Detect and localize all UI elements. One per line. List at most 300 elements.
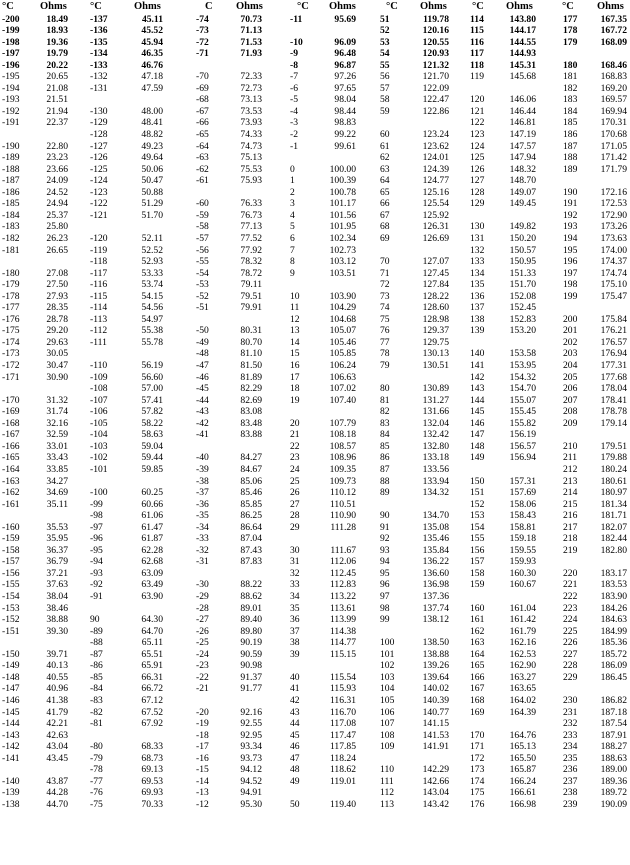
ohms-cell: 141.15: [422, 718, 449, 730]
ohms-cell: 113.99: [329, 614, 356, 626]
ohms-cell: 149.82: [509, 221, 536, 233]
ohms-cell: 73.93: [240, 117, 262, 129]
ohms-cell: 100.39: [329, 175, 356, 187]
ohms-cell: 48.00: [141, 105, 163, 117]
ohms-cell: 153.58: [509, 348, 536, 360]
ohms-cell: 18.49: [46, 13, 68, 25]
temperature-cell: -112: [90, 325, 108, 337]
ohms-cell: 186.45: [600, 671, 627, 683]
ohms-cell: 174.74: [600, 267, 627, 279]
temperature-cell: -63: [196, 152, 209, 164]
ohms-cell: 115.15: [329, 648, 356, 660]
ohms-cell: 186.82: [600, 694, 627, 706]
ohms-cell: 176.94: [600, 348, 627, 360]
temperature-cell: 212: [563, 463, 578, 475]
temperature-cell: -58: [196, 221, 209, 233]
ohms-cell: 67.52: [141, 706, 163, 718]
ohms-cell: 152.45: [509, 302, 536, 314]
ohms-cell: 181.34: [600, 498, 627, 510]
temperature-cell: -190: [2, 140, 20, 152]
temperature-cell: -21: [196, 683, 209, 695]
temperature-cell: 202: [563, 336, 578, 348]
header-ohms-4: Ohms: [329, 1, 356, 12]
ohms-cell: 21.51: [46, 94, 68, 106]
temperature-cell: 15: [290, 348, 300, 360]
temperature-cell: -102: [90, 452, 108, 464]
ohms-cell: 105.85: [329, 348, 356, 360]
header-ohms-1: Ohms: [40, 1, 67, 12]
temperature-cell: -111: [90, 336, 107, 348]
temperature-cell: -79: [90, 752, 103, 764]
ohms-cell: 49.64: [141, 152, 163, 164]
ohms-cell: 101.95: [329, 221, 356, 233]
ohms-cell: 175.10: [600, 279, 627, 291]
ohms-cell: 93.34: [240, 741, 262, 753]
temperature-cell: -9: [290, 48, 298, 60]
temperature-cell: 218: [563, 533, 578, 545]
ohms-cell: 133.94: [422, 475, 449, 487]
temperature-cell: -31: [196, 556, 209, 568]
temperature-cell: -109: [90, 371, 108, 383]
temperature-cell: -185: [2, 198, 20, 210]
temperature-cell: -117: [90, 267, 108, 279]
ohms-cell: 24.52: [46, 186, 68, 198]
ohms-cell: 49.23: [141, 140, 163, 152]
ohms-cell: 140.77: [422, 706, 449, 718]
ohms-cell: 41.38: [46, 694, 68, 706]
ohms-cell: 108.57: [329, 440, 356, 452]
ohms-cell: 167.72: [600, 25, 627, 37]
temperature-cell: 31: [290, 556, 300, 568]
ohms-cell: 21.08: [46, 82, 68, 94]
temperature-cell: 0: [290, 163, 295, 175]
ohms-cell: 90.59: [240, 648, 262, 660]
temperature-cell: -147: [2, 683, 20, 695]
ohms-cell: 171.79: [600, 163, 627, 175]
temperature-cell: -68: [196, 94, 209, 106]
temperature-cell: 68: [380, 221, 390, 233]
temperature-cell: 199: [563, 290, 578, 302]
temperature-cell: -87: [90, 648, 103, 660]
ohms-cell: 81.50: [240, 360, 262, 371]
ohms-cell: 132.42: [422, 429, 449, 441]
temperature-cell: -54: [196, 267, 209, 279]
temperature-cell: -95: [90, 544, 103, 556]
temperature-cell: -85: [90, 671, 103, 683]
temperature-cell: -76: [90, 787, 103, 799]
ohms-cell: 152.83: [509, 313, 536, 325]
temperature-cell: 211: [563, 452, 578, 464]
temperature-cell: -142: [2, 741, 20, 753]
temperature-cell: 193: [563, 221, 578, 233]
temperature-cell: -106: [90, 406, 108, 418]
temperature-cell: -57: [196, 232, 209, 244]
temperature-cell: 228: [563, 660, 578, 672]
ohms-cell: 87.04: [240, 533, 262, 545]
temperature-cell: 157: [470, 556, 485, 568]
ohms-cell: 122.47: [422, 94, 449, 106]
temperature-cell: 191: [563, 198, 578, 210]
temperature-cell: -92: [90, 579, 103, 591]
ohms-cell: 87.43: [240, 544, 262, 556]
ohms-cell: 124.01: [422, 152, 449, 164]
temperature-cell: 32: [290, 567, 300, 579]
ohms-cell: 38.04: [46, 591, 68, 602]
ohms-cell: 142.29: [422, 764, 449, 776]
temperature-cell: 51: [380, 13, 390, 25]
temperature-cell: -65: [196, 129, 209, 140]
ohms-cell: 180.24: [600, 463, 627, 475]
ohms-cell: 107.40: [329, 394, 356, 406]
temperature-cell: -166: [2, 440, 20, 452]
temperature-cell: -161: [2, 498, 20, 510]
ohms-cell: 86.25: [240, 510, 262, 522]
ohms-cell: 29.63: [46, 336, 68, 348]
temperature-cell: -145: [2, 706, 20, 718]
temperature-cell: 122: [470, 117, 485, 129]
temperature-cell: 24: [290, 463, 300, 475]
ohms-cell: 128.98: [422, 313, 449, 325]
temperature-cell: 22: [290, 440, 300, 452]
temperature-cell: 41: [290, 683, 300, 695]
ohms-cell: 188.27: [600, 741, 627, 753]
ohms-cell: 70.73: [240, 13, 262, 25]
temperature-cell: 58: [380, 94, 390, 106]
ohms-cell: 54.97: [141, 313, 163, 325]
ohms-cell: 27.50: [46, 279, 68, 291]
temperature-cell: 217: [563, 521, 578, 533]
temperature-cell: -128: [90, 129, 108, 140]
temperature-cell: -187: [2, 175, 20, 187]
ohms-cell: 141.91: [422, 741, 449, 753]
ohms-cell: 184.26: [600, 602, 627, 614]
ohms-cell: 86.64: [240, 521, 262, 533]
ohms-cell: 42.63: [46, 729, 68, 741]
temperature-cell: -169: [2, 406, 20, 418]
ohms-cell: 168.09: [600, 36, 627, 48]
ohms-cell: 162.53: [509, 648, 536, 660]
ohms-cell: 155.82: [509, 417, 536, 429]
ohms-cell: 32.59: [46, 429, 68, 441]
temperature-cell: -152: [2, 614, 20, 626]
ohms-cell: 82.69: [240, 394, 262, 406]
ohms-cell: 187.54: [600, 718, 627, 730]
ohms-cell: 115.93: [329, 683, 356, 695]
ohms-cell: 187.91: [600, 729, 627, 741]
ohms-cell: 178.04: [600, 383, 627, 395]
temperature-cell: -22: [196, 671, 209, 683]
ohms-cell: 121.70: [422, 71, 449, 83]
ohms-cell: 181.71: [600, 510, 627, 522]
ohms-cell: 135.84: [422, 544, 449, 556]
ohms-cell: 163.65: [509, 683, 536, 695]
temperature-cell: 106: [380, 706, 395, 718]
ohms-cell: 81.89: [240, 371, 262, 383]
ohms-cell: 120.93: [422, 48, 449, 60]
ohms-cell: 95.69: [334, 13, 356, 25]
ohms-cell: 145.68: [509, 71, 536, 83]
ohms-cell: 147.19: [509, 129, 536, 140]
ohms-cell: 128.60: [422, 302, 449, 314]
temperature-cell: 119: [470, 71, 485, 83]
temperature-cell: 158: [470, 567, 485, 579]
ohms-cell: 63.49: [141, 579, 163, 591]
temperature-cell: -105: [90, 417, 108, 429]
ohms-cell: 114.77: [329, 637, 356, 649]
temperature-cell: -4: [290, 105, 298, 117]
temperature-cell: -136: [90, 25, 108, 37]
temperature-cell: -51: [196, 302, 209, 314]
temperature-cell: 90: [90, 614, 100, 626]
ohms-cell: 185.72: [600, 648, 627, 660]
ohms-cell: 153.95: [509, 360, 536, 371]
header-ohms-3: Ohms: [236, 1, 263, 12]
temperature-cell: 48: [290, 764, 300, 776]
temperature-cell: 184: [563, 105, 578, 117]
temperature-cell: -103: [90, 440, 108, 452]
temperature-cell: 64: [380, 175, 390, 187]
ohms-cell: 159.18: [509, 533, 536, 545]
temperature-cell: 170: [470, 729, 485, 741]
temperature-cell: 196: [563, 256, 578, 268]
temperature-cell: 37: [290, 625, 300, 637]
ohms-cell: 125.92: [422, 209, 449, 221]
ohms-cell: 87.83: [240, 556, 262, 568]
temperature-cell: 213: [563, 475, 578, 487]
temperature-cell: 141: [470, 360, 485, 371]
temperature-cell: 138: [470, 313, 485, 325]
ohms-cell: 121.32: [422, 59, 449, 71]
ohms-cell: 31.74: [46, 406, 68, 418]
ohms-cell: 117.47: [329, 729, 356, 741]
ohms-cell: 55.78: [141, 336, 163, 348]
ohms-cell: 53.74: [141, 279, 163, 291]
ohms-cell: 83.48: [240, 417, 262, 429]
temperature-cell: 25: [290, 475, 300, 487]
ohms-cell: 40.13: [46, 660, 68, 672]
temperature-cell: 29: [290, 521, 300, 533]
temperature-cell: 76: [380, 325, 390, 337]
ohms-cell: 103.90: [329, 290, 356, 302]
ohms-cell: 141.53: [422, 729, 449, 741]
ohms-cell: 90.19: [240, 637, 262, 649]
temperature-cell: 80: [380, 383, 390, 395]
temperature-cell: -163: [2, 475, 20, 487]
temperature-cell: 50: [290, 798, 300, 810]
ohms-cell: 119.40: [329, 798, 356, 810]
ohms-cell: 136.60: [422, 567, 449, 579]
temperature-cell: 71: [380, 267, 390, 279]
temperature-cell: -3: [290, 117, 298, 129]
temperature-cell: -116: [90, 279, 108, 291]
ohms-cell: 130.51: [422, 360, 449, 371]
ohms-cell: 98.44: [334, 105, 356, 117]
temperature-cell: 203: [563, 348, 578, 360]
header-temp-6: °C: [472, 1, 484, 12]
ohms-cell: 72.73: [240, 82, 262, 94]
ohms-cell: 88.22: [240, 579, 262, 591]
temperature-cell: -80: [90, 741, 103, 753]
temperature-cell: -52: [196, 290, 209, 302]
ohms-cell: 93.73: [240, 752, 262, 764]
temperature-cell: 177: [563, 13, 578, 25]
ohms-cell: 174.00: [600, 244, 627, 256]
ohms-cell: 179.51: [600, 440, 627, 452]
ohms-cell: 100.00: [329, 163, 356, 175]
temperature-cell: 112: [380, 787, 395, 799]
temperature-cell: -34: [196, 521, 209, 533]
temperature-cell: 78: [380, 348, 390, 360]
temperature-cell: -26: [196, 625, 209, 637]
ohms-cell: 94.91: [240, 787, 262, 799]
ohms-cell: 127.45: [422, 267, 449, 279]
ohms-cell: 56.60: [141, 371, 163, 383]
temperature-cell: 87: [380, 463, 390, 475]
ohms-cell: 28.35: [46, 302, 68, 314]
temperature-cell: 35: [290, 602, 300, 614]
temperature-cell: 229: [563, 671, 578, 683]
temperature-cell: -193: [2, 94, 20, 106]
ohms-cell: 159.55: [509, 544, 536, 556]
ohms-cell: 73.13: [240, 94, 262, 106]
temperature-cell: -61: [196, 175, 209, 187]
temperature-cell: 99: [380, 614, 390, 626]
ohms-cell: 185.36: [600, 637, 627, 649]
ohms-cell: 158.06: [509, 498, 536, 510]
temperature-cell: -125: [90, 163, 108, 175]
ohms-cell: 59.85: [141, 463, 163, 475]
temperature-cell: 21: [290, 429, 300, 441]
temperature-cell: 8: [290, 256, 295, 268]
ohms-cell: 177.31: [600, 360, 627, 371]
ohms-cell: 189.36: [600, 775, 627, 787]
ohms-cell: 79.91: [240, 302, 262, 314]
ohms-cell: 26.65: [46, 244, 68, 256]
temperature-cell: -167: [2, 429, 20, 441]
temperature-cell: -41: [196, 429, 209, 441]
temperature-cell: -70: [196, 71, 209, 83]
temperature-cell: 204: [563, 360, 578, 371]
temperature-cell: -69: [196, 82, 209, 94]
temperature-cell: 209: [563, 417, 578, 429]
temperature-cell: -130: [90, 105, 108, 117]
temperature-cell: 14: [290, 336, 300, 348]
ohms-cell: 160.30: [509, 567, 536, 579]
ohms-cell: 125.16: [422, 186, 449, 198]
ohms-cell: 92.55: [240, 718, 262, 730]
temperature-cell: -146: [2, 694, 20, 706]
temperature-cell: 129: [470, 198, 485, 210]
temperature-cell: 214: [563, 487, 578, 499]
ohms-cell: 50.47: [141, 175, 163, 187]
temperature-cell: 231: [563, 706, 578, 718]
ohms-cell: 36.37: [46, 544, 68, 556]
ohms-cell: 66.31: [141, 671, 163, 683]
temperature-cell: -180: [2, 267, 20, 279]
ohms-cell: 183.90: [600, 591, 627, 602]
temperature-cell: 73: [380, 290, 390, 302]
ohms-cell: 30.05: [46, 348, 68, 360]
temperature-cell: 98: [380, 602, 390, 614]
temperature-cell: 168: [470, 694, 485, 706]
ohms-cell: 54.56: [141, 302, 163, 314]
temperature-cell: -195: [2, 71, 20, 83]
temperature-cell: -159: [2, 533, 20, 545]
ohms-cell: 34.69: [46, 487, 68, 499]
temperature-cell: -186: [2, 186, 20, 198]
ohms-cell: 144.55: [509, 36, 536, 48]
temperature-cell: -135: [90, 36, 108, 48]
temperature-cell: -45: [196, 383, 209, 395]
ohms-cell: 44.70: [46, 798, 68, 810]
temperature-cell: 137: [470, 302, 485, 314]
temperature-cell: 18: [290, 383, 300, 395]
ohms-cell: 40.55: [46, 671, 68, 683]
ohms-cell: 129.37: [422, 325, 449, 337]
temperature-cell: -139: [2, 787, 20, 799]
ohms-cell: 117.85: [329, 741, 356, 753]
temperature-cell: -118: [90, 256, 108, 268]
temperature-cell: -132: [90, 71, 108, 83]
temperature-cell: 82: [380, 406, 390, 418]
temperature-cell: 174: [470, 775, 485, 787]
temperature-cell: 40: [290, 671, 300, 683]
ohms-cell: 151.70: [509, 279, 536, 291]
ohms-cell: 71.13: [240, 25, 262, 37]
ohms-cell: 76.73: [240, 209, 262, 221]
temperature-cell: -101: [90, 463, 108, 475]
temperature-cell: 74: [380, 302, 390, 314]
temperature-cell: -184: [2, 209, 20, 221]
ohms-cell: 77.92: [240, 244, 262, 256]
temperature-cell: -170: [2, 394, 20, 406]
temperature-cell: 230: [563, 694, 578, 706]
temperature-cell: 220: [563, 567, 578, 579]
temperature-cell: -50: [196, 325, 209, 337]
temperature-cell: -88: [90, 637, 103, 649]
temperature-cell: -188: [2, 163, 20, 175]
temperature-cell: -1: [290, 140, 298, 152]
temperature-cell: 85: [380, 440, 390, 452]
ohms-cell: 178.41: [600, 394, 627, 406]
ohms-cell: 152.08: [509, 290, 536, 302]
ohms-cell: 115.54: [329, 671, 356, 683]
temperature-cell: 108: [380, 729, 395, 741]
temperature-cell: -36: [196, 498, 209, 510]
ohms-cell: 78.32: [240, 256, 262, 268]
ohms-cell: 94.12: [240, 764, 262, 776]
ohms-cell: 176.21: [600, 325, 627, 337]
ohms-cell: 183.17: [600, 567, 627, 579]
ohms-cell: 120.55: [422, 36, 449, 48]
temperature-cell: -155: [2, 579, 20, 591]
temperature-cell: 92: [380, 533, 390, 545]
temperature-cell: 7: [290, 244, 295, 256]
temperature-cell: -179: [2, 279, 20, 291]
temperature-cell: 143: [470, 383, 485, 395]
ohms-cell: 138.88: [422, 648, 449, 660]
temperature-cell: 207: [563, 394, 578, 406]
ohms-cell: 103.12: [329, 256, 356, 268]
temperature-cell: -32: [196, 544, 209, 556]
temperature-cell: 221: [563, 579, 578, 591]
temperature-cell: 46: [290, 741, 300, 753]
ohms-cell: 100.78: [329, 186, 356, 198]
ohms-cell: 104.29: [329, 302, 356, 314]
ohms-cell: 136.22: [422, 556, 449, 568]
ohms-cell: 27.93: [46, 290, 68, 302]
ohms-cell: 33.85: [46, 463, 68, 475]
